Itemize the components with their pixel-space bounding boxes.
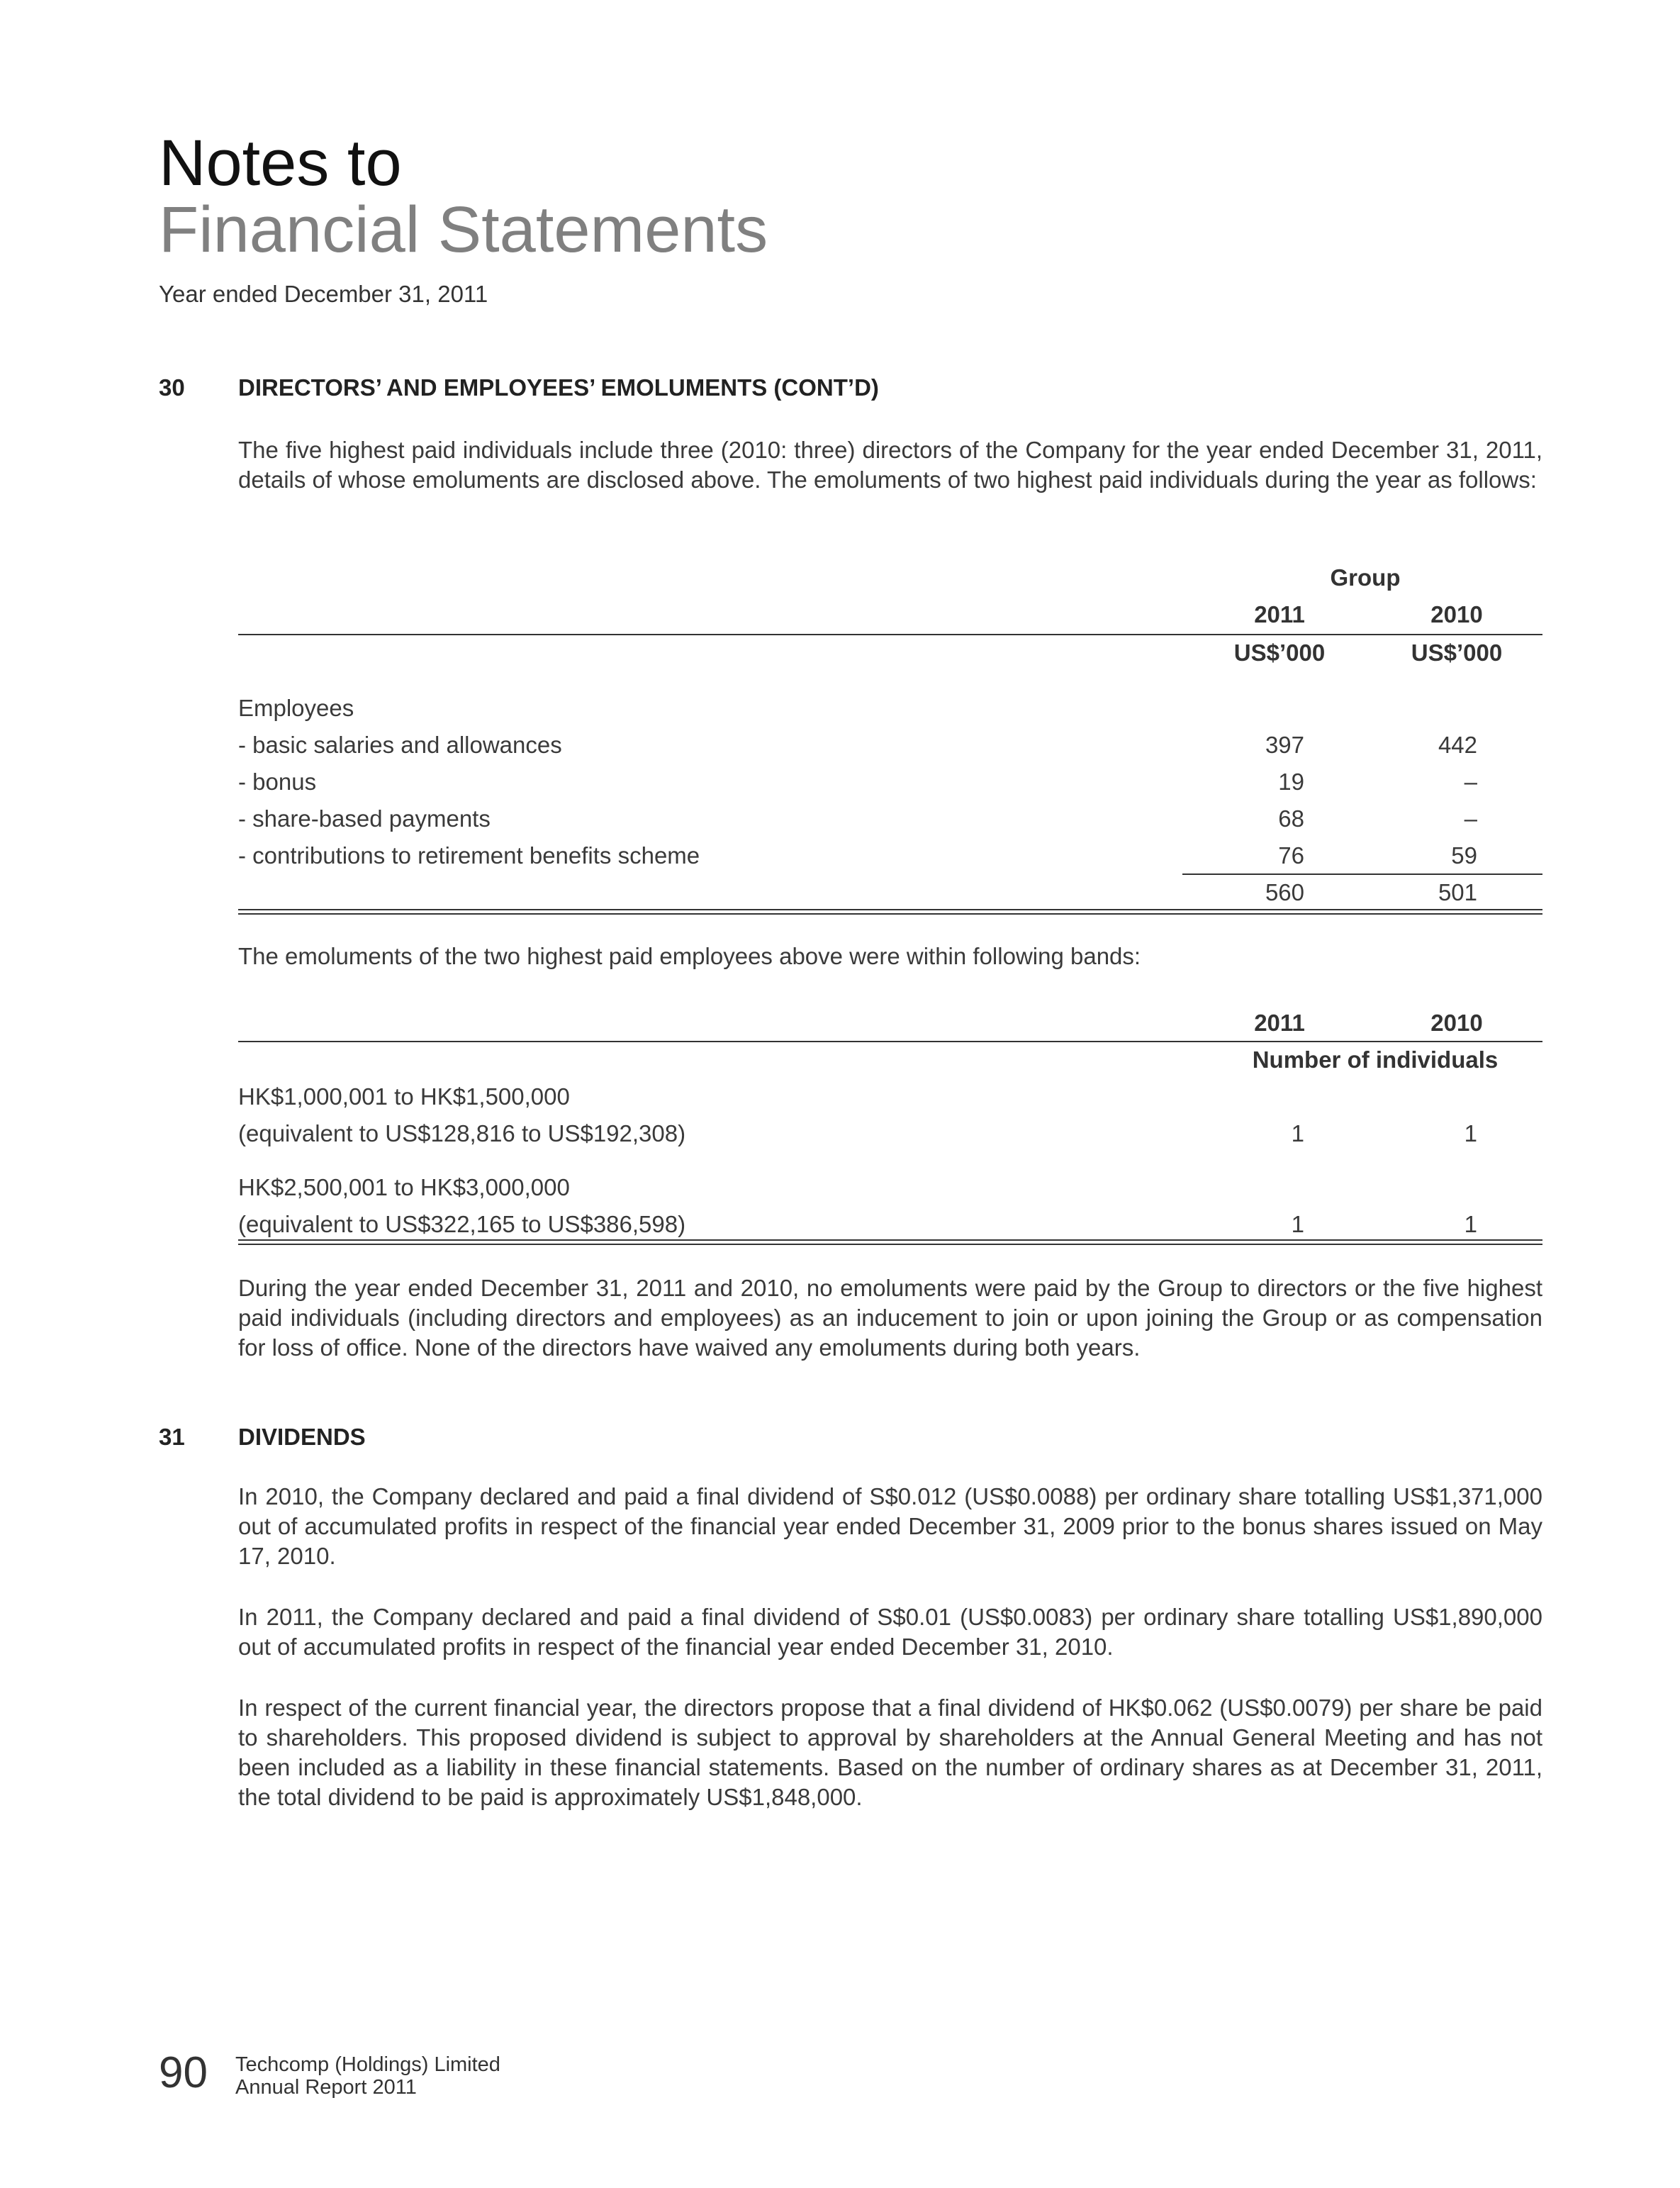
table-row-value-2011: 76 (1278, 842, 1304, 869)
band-equivalent: (equivalent to US$322,165 to US$386,598) (238, 1211, 686, 1237)
table1-header-rule (238, 634, 1542, 635)
page-subtitle: Year ended December 31, 2011 (159, 281, 488, 307)
page-title-line2: Financial Statements (159, 194, 768, 266)
table-row-label: - share-based payments (238, 805, 491, 832)
year-2011-header: 2011 (1254, 1010, 1305, 1036)
footer-report: Annual Report 2011 (235, 2076, 417, 2099)
section-31-title: DIVIDENDS (238, 1424, 366, 1450)
employees-label: Employees (238, 695, 354, 721)
footer-company: Techcomp (Holdings) Limited (235, 2053, 500, 2076)
page-number: 90 (159, 2048, 208, 2097)
table-row-value-2010: 442 (1438, 732, 1477, 758)
group-header: Group (1330, 564, 1401, 591)
table-row-value-2010: – (1464, 769, 1477, 795)
section-30-closing: During the year ended December 31, 2011 and 2010, no emoluments were paid by the Group to directors or the five highest paid individuals (including directors and employees) as an inducement to join or upon joining the Group or as compensation for loss of office. None of the directors have waived any emoluments during both years. (238, 1275, 1542, 1361)
table-row-value-2010: 59 (1451, 842, 1477, 869)
bands-intro: The emoluments of the two highest paid employees above were within following bands: (238, 943, 1141, 969)
table-row-label: - contributions to retirement benefits scheme (238, 842, 700, 869)
dividend-paragraph: In respect of the current financial year, the directors propose that a final dividend of HK$0.062 (US$0.0079) per share be paid to shareholders. This proposed dividend is subject to approval by shareholders at the Annual General Meeting and has not been included as a liability in these financial statements. Based on the number of ordinary shares as at December 31, 2011, the total dividend to be paid is approximately US$1,848,000. (238, 1695, 1542, 1810)
table-row-label: - bonus (238, 769, 317, 795)
dividend-paragraph: In 2011, the Company declared and paid a final dividend of S$0.01 (US$0.0083) per ordinary share totalling US$1,890,000 out of accumulated profits in respect of the financial year ended December 31, 2010. (238, 1604, 1542, 1660)
section-30-number: 30 (159, 374, 185, 401)
band-count-2011: 1 (1291, 1120, 1304, 1146)
table-row-value-2011: 68 (1278, 805, 1304, 832)
year-2010-header: 2010 (1430, 601, 1483, 627)
band-equivalent: (equivalent to US$128,816 to US$192,308) (238, 1120, 686, 1146)
year-2010-header: 2010 (1430, 1010, 1483, 1036)
unit-2010-header: US$’000 (1411, 640, 1503, 666)
section-30-intro: The five highest paid individuals include three (2010: three) directors of the Company for the year ended December 31, 2011, details of whose emoluments are disclosed above. The emoluments of two highest paid individuals during the year as follows: (238, 437, 1542, 493)
total-2011: 560 (1265, 879, 1304, 905)
band-count-2010: 1 (1464, 1120, 1477, 1146)
table-row-label: - basic salaries and allowances (238, 732, 562, 758)
band-label: HK$2,500,001 to HK$3,000,000 (238, 1174, 570, 1200)
subtotal-rule (1182, 873, 1542, 875)
page-title-line1: Notes to (159, 127, 402, 199)
unit-2011-header: US$’000 (1233, 640, 1326, 666)
total-2010: 501 (1438, 879, 1477, 905)
band-count-2010: 1 (1464, 1211, 1477, 1237)
number-of-individuals-header: Number of individuals (1252, 1046, 1499, 1073)
band-count-2011: 1 (1291, 1211, 1304, 1237)
table-row-value-2011: 19 (1278, 769, 1304, 795)
table2-double-rule (238, 1239, 1542, 1245)
table2-header-rule (238, 1041, 1542, 1042)
table-row-value-2010: – (1464, 805, 1477, 832)
section-30-title: DIRECTORS’ AND EMPLOYEES’ EMOLUMENTS (CONT’D) (238, 374, 879, 401)
section-31-number: 31 (159, 1424, 185, 1450)
dividend-paragraph: In 2010, the Company declared and paid a final dividend of S$0.012 (US$0.0088) per ordinary share totalling US$1,371,000 out of accumulated profits in respect of the financial year ended December 31, 2009 prior to the bonus shares issued on May 17, 2010. (238, 1483, 1542, 1569)
year-2011-header: 2011 (1254, 601, 1305, 627)
band-label: HK$1,000,001 to HK$1,500,000 (238, 1083, 570, 1110)
table-row-value-2011: 397 (1265, 732, 1304, 758)
table1-double-rule (238, 909, 1542, 915)
